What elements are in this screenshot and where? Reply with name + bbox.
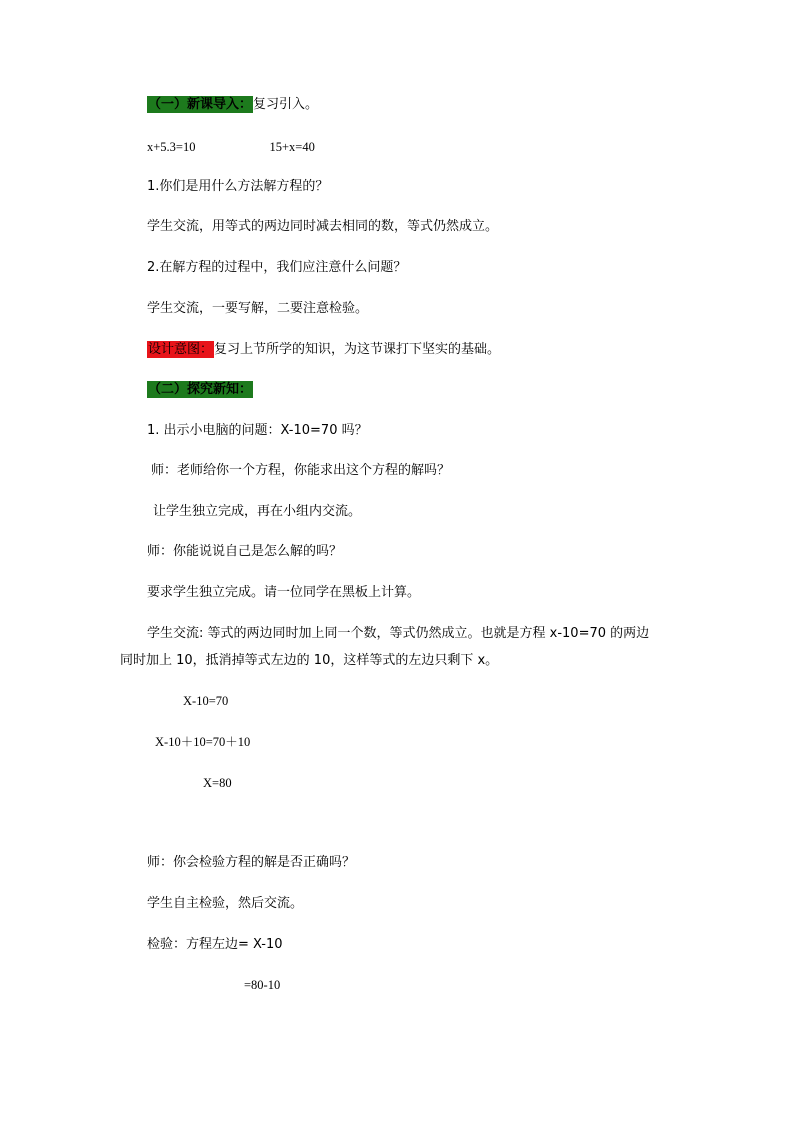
review-answer-1: 学生交流，用等式的两边同时减去相同的数，等式仍然成立。 bbox=[147, 219, 499, 234]
section-intro-text: 复习引入。 bbox=[253, 97, 319, 112]
teacher-question-2: 师：你能说说自己是怎么解的吗？ bbox=[147, 544, 343, 559]
design-intent-label: 设计意图： bbox=[148, 342, 214, 357]
solution-step-2: X-10＋10=70＋10 bbox=[155, 735, 251, 749]
requirement-text: 要求学生独立完成。请一位同学在黑板上计算。 bbox=[147, 585, 421, 600]
teacher-question-3: 师：你会检验方程的解是否正确吗？ bbox=[147, 855, 356, 870]
solution-step-3: X=80 bbox=[203, 776, 232, 790]
student-activity-3: 学生自主检验，然后交流。 bbox=[147, 896, 304, 911]
design-intent bbox=[147, 341, 500, 359]
section-explore-heading bbox=[147, 381, 253, 399]
teacher-question-1: 师：老师给你一个方程，你能求出这个方程的解吗？ bbox=[151, 463, 451, 478]
explore-item-1: 1. 出示小电脑的问题：X-10=70 吗？ bbox=[147, 423, 368, 438]
design-intent-text: 复习上节所学的知识，为这节课打下坚实的基础。 bbox=[214, 342, 501, 357]
section-explore-label: （二）探究新知： bbox=[148, 382, 253, 397]
check-line-1: 检验：方程左边= X-10 bbox=[147, 937, 283, 952]
student-instruction-1: 让学生独立完成，再在小组内交流。 bbox=[153, 504, 362, 519]
check-line-2: =80-10 bbox=[244, 978, 281, 992]
section-intro-label: （一）新课导入： bbox=[148, 97, 253, 112]
review-answer-2: 学生交流，一要写解，二要注意检验。 bbox=[147, 301, 369, 316]
section-intro-heading bbox=[147, 96, 318, 114]
exchange-line-2: 同时加上 10，抵消掉等式左边的 10，这样等式的左边只剩下 x。 bbox=[120, 653, 499, 668]
exchange-line-1: 学生交流: 等式的两边同时加上同一个数，等式仍然成立。也就是方程 x-10=70 的两边 bbox=[147, 626, 650, 641]
review-question-1: 1.你们是用什么方法解方程的？ bbox=[147, 179, 329, 194]
review-question-2: 2.在解方程的过程中，我们应注意什么问题？ bbox=[147, 260, 407, 275]
review-equation-1: x+5.3=10 bbox=[147, 140, 196, 154]
review-equations bbox=[147, 138, 315, 156]
review-equation-2: 15+x=40 bbox=[269, 140, 315, 154]
solution-step-1: X-10=70 bbox=[183, 694, 229, 708]
